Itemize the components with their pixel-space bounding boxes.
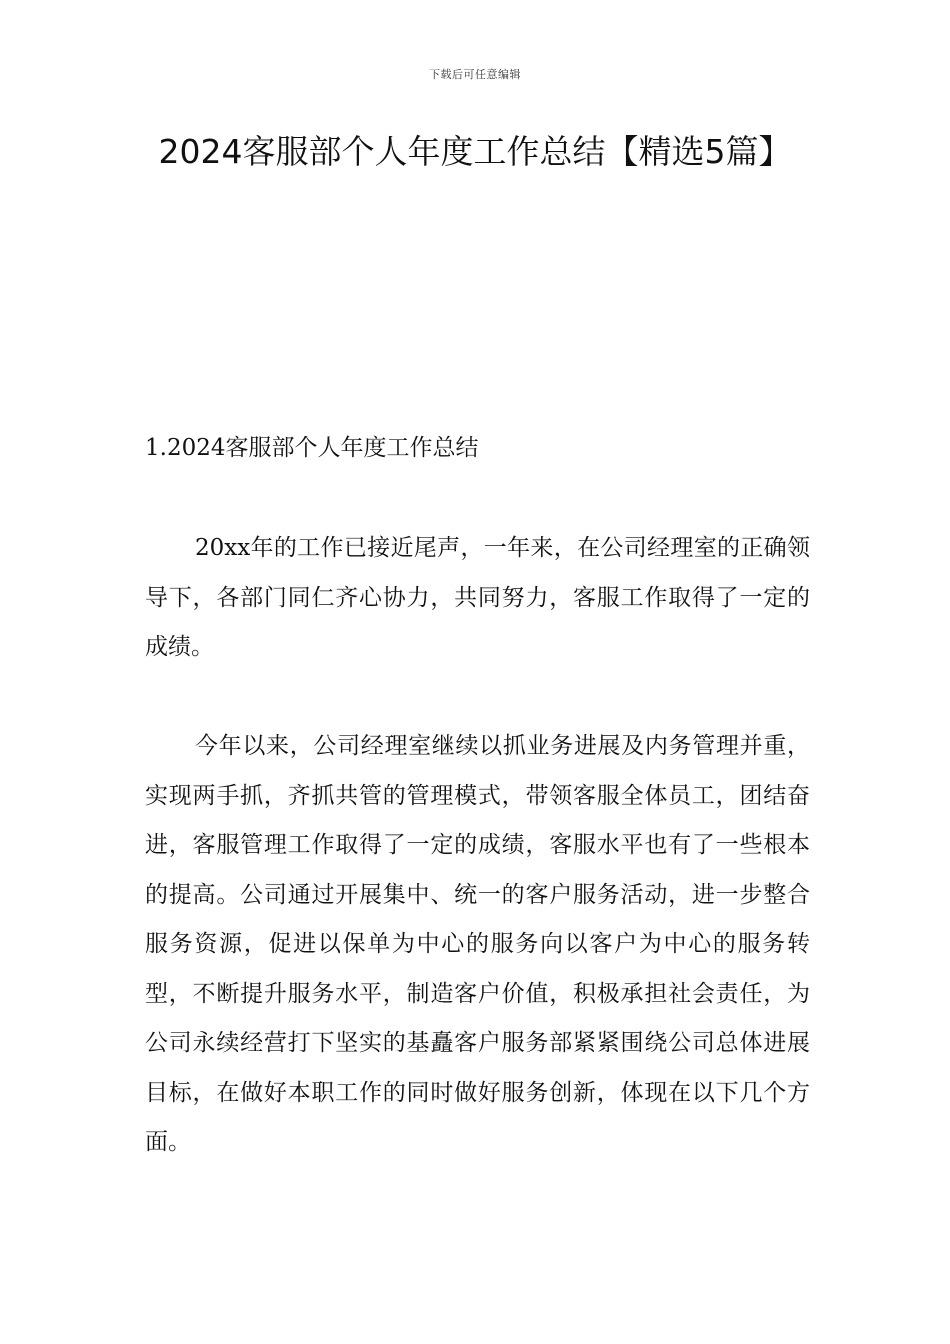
- body-paragraph-1: 20xx年的工作已接近尾声，一年来，在公司经理室的正确领导下，各部门同仁齐心协力，共同努力，客服工作取得了一定的成绩。: [145, 535, 810, 660]
- section-heading: 1.2024客服部个人年度工作总结: [145, 435, 479, 461]
- header-note: 下载后可任意编辑: [429, 68, 521, 81]
- body-paragraph-2: 今年以来，公司经理室继续以抓业务进展及内务管理并重，实现两手抓，齐抓共管的管理模式，带领客服全体员工，团结奋进，客服管理工作取得了一定的成绩，客服水平也有了一些根本的提高。公司通过开展集中、统一的客户服务活动，进一步整合服务资源，促进以保单为中心的服务向以客户为中心的服务转型，不断提升服务水平，制造客户价值，积极承担社会责任，为公司永续经营打下坚实的基矗客户服务部紧紧围绕公司总体进展目标，在做好本职工作的同时做好服务创新，体现在以下几个方面。: [145, 733, 810, 1155]
- document-title: 2024客服部个人年度工作总结【精选5篇】: [158, 132, 792, 171]
